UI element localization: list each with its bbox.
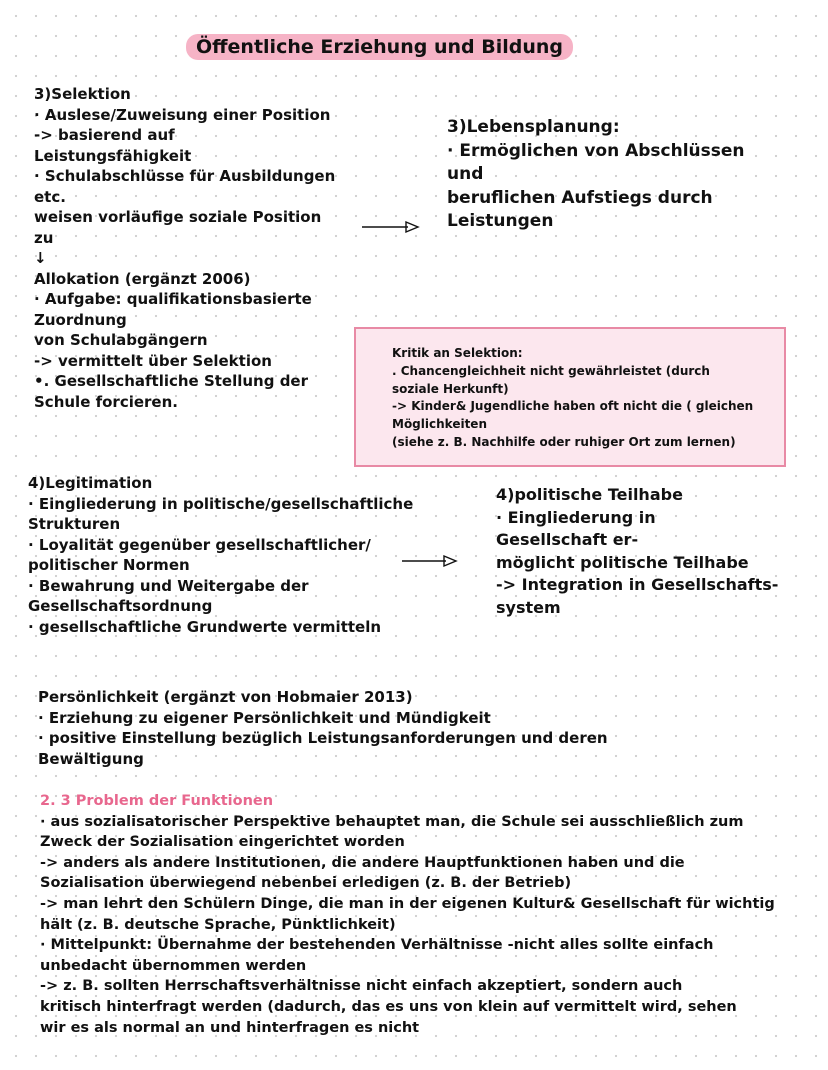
legitimation-line: politischer Normen — [28, 556, 190, 574]
lebensplanung-line: Leistungen — [447, 211, 554, 231]
legitimation-line: Gesellschaftsordnung — [28, 597, 213, 615]
legitimation-line: · gesellschaftliche Grundwerte vermitteln — [28, 617, 382, 636]
problem-line: hält (z. B. deutsche Sprache, Pünktlichkeit) — [40, 916, 396, 933]
kritik-box — [354, 327, 786, 467]
persoenlichkeit-block — [38, 687, 608, 769]
legitimation-line: Strukturen — [28, 515, 121, 533]
selektion-line: Leistungsfähigkeit — [34, 146, 192, 165]
problem-line: Zweck der Sozialisation eingerichtet worden — [40, 834, 405, 851]
page-title: Öffentliche Erziehung und Bildung — [186, 34, 573, 60]
selektion-line: -> basierend auf — [34, 126, 175, 144]
kritik-line: Möglichkeiten — [392, 417, 487, 432]
problem-line: kritisch hinterfragt werden (dadurch, das es uns von klein auf vermittelt wird, sehen — [40, 998, 737, 1015]
kritik-line: . Chancengleichheit nicht gewährleistet (durch — [392, 363, 710, 378]
kritik-line: soziale Herkunft) — [392, 381, 509, 396]
teilhabe-line: Gesellschaft er- — [496, 530, 639, 549]
selektion-line: weisen vorläufige soziale Position — [34, 208, 322, 226]
allokation-heading: Allokation (ergänzt 2006) — [34, 269, 251, 288]
allokation-line: · Aufgabe: qualifikationsbasierte — [34, 290, 312, 308]
kritik-line: (siehe z. B. Nachhilfe oder ruhiger Ort zum lernen) — [392, 434, 736, 449]
problem-line: wir es als normal an und hinterfragen es nicht — [40, 1019, 420, 1036]
problem-line: -> man lehrt den Schülern Dinge, die man in der eigenen Kultur& Gesellschaft für wichtig — [40, 895, 775, 912]
legitimation-line: · Eingliederung in politische/gesellschaftliche — [28, 494, 414, 513]
legitimation-line: · Loyalität gegenüber gesellschaftlicher/ — [28, 535, 371, 554]
selektion-line: · Auslese/Zuweisung einer Position — [34, 105, 331, 124]
persoenlichkeit-heading: Persönlichkeit (ergänzt von Hobmaier 2013) — [38, 688, 413, 706]
teilhabe-block — [496, 484, 778, 619]
allokation-line: -> vermittelt über Selektion — [34, 351, 272, 370]
lebensplanung-heading: 3)Lebensplanung: — [447, 117, 620, 137]
persoenlichkeit-line: Bewältigung — [38, 749, 144, 768]
allokation-line: Zuordnung — [34, 310, 127, 329]
allokation-line: von Schulabgängern — [34, 331, 208, 349]
problem-line: -> anders als andere Institutionen, die andere Hauptfunktionen haben und die — [40, 854, 685, 871]
selektion-line: · Schulabschlüsse für Ausbildungen — [34, 167, 336, 185]
teilhabe-line: -> Integration in Gesellschafts- — [496, 575, 779, 594]
right-arrow-icon — [360, 219, 424, 235]
down-arrow: ↓ — [34, 249, 47, 267]
persoenlichkeit-line: · positive Einstellung bezüglich Leistungsanforderungen und deren — [38, 729, 608, 747]
teilhabe-line: möglicht politische Teilhabe — [496, 552, 749, 572]
persoenlichkeit-line: · Erziehung zu eigener Persönlichkeit und Mündigkeit — [38, 708, 491, 727]
problem-line: Sozialisation überwiegend nebenbei erledigen (z. B. der Betrieb) — [40, 875, 572, 892]
problem-heading: 2. 3 Problem der Funktionen — [40, 793, 274, 809]
kritik-line: -> Kinder& Jugendliche haben oft nicht die ( gleichen — [392, 399, 754, 414]
problem-line: -> z. B. sollten Herrschaftsverhältnisse nicht einfach akzeptiert, sondern auch — [40, 978, 683, 995]
selektion-heading: 3)Selektion — [34, 85, 131, 103]
selektion-line: zu — [34, 228, 54, 247]
allokation-line: Schule forcieren. — [34, 392, 178, 411]
teilhabe-line: · Eingliederung in — [496, 507, 656, 527]
allokation-line: •. Gesellschaftliche Stellung der — [34, 372, 308, 390]
problem-line: · aus sozialisatorischer Perspektive behauptet man, die Schule sei ausschließlich zum — [40, 813, 744, 830]
lebensplanung-line: und — [447, 164, 484, 184]
lebensplanung-block — [447, 116, 745, 234]
legitimation-block — [28, 473, 413, 637]
right-arrow-icon — [400, 553, 464, 569]
page-title-wrap — [186, 34, 573, 60]
lebensplanung-line: beruflichen Aufstiegs durch — [447, 187, 713, 208]
selektion-line: etc. — [34, 187, 66, 206]
kritik-heading: Kritik an Selektion: — [392, 346, 523, 360]
problem-line: unbedacht übernommen werden — [40, 957, 307, 974]
problem-block — [40, 791, 775, 1038]
teilhabe-heading: 4)politische Teilhabe — [496, 485, 683, 504]
problem-line: · Mittelpunkt: Übernahme der bestehenden Verhältnisse -nicht alles sollte einfach — [40, 937, 714, 954]
legitimation-heading: 4)Legitimation — [28, 474, 153, 492]
teilhabe-line: system — [496, 597, 561, 617]
legitimation-line: · Bewahrung und Weitergabe der — [28, 576, 309, 595]
lebensplanung-line: · Ermöglichen von Abschlüssen — [447, 140, 745, 161]
selektion-block — [34, 84, 335, 412]
